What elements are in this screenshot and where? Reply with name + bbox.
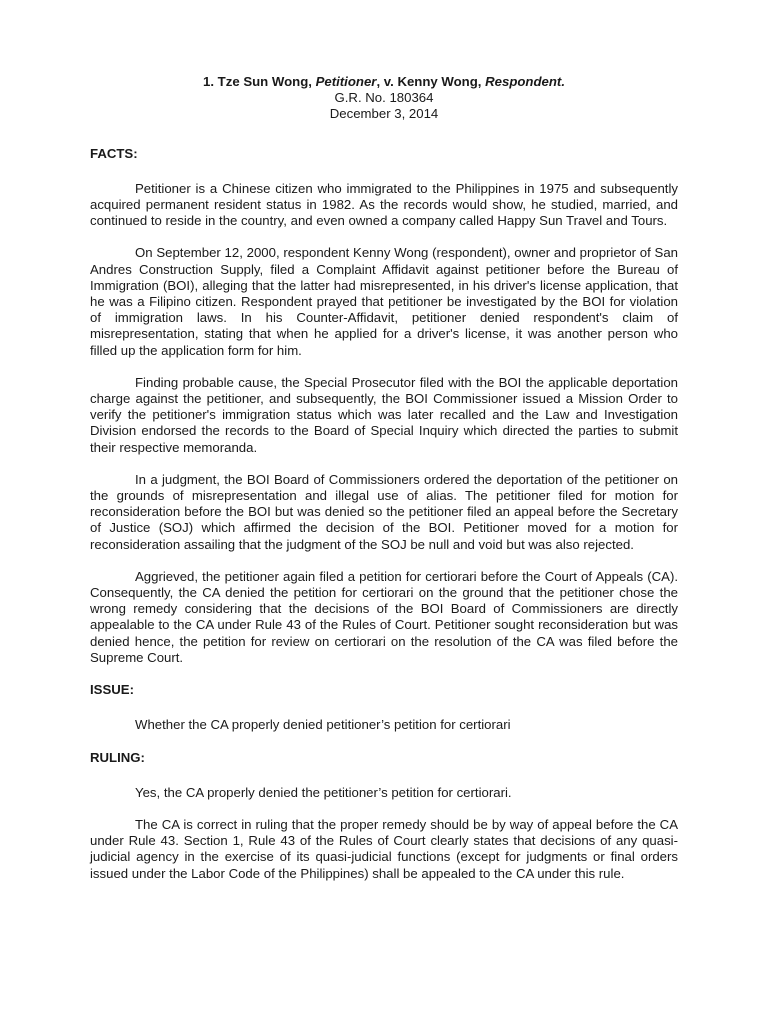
ruling-paragraph: The CA is correct in ruling that the proper remedy should be by way of appeal before the CA under Rule 43. Section 1, Rule 43 of the Rules of Court clearly states that decisions of any quasi-judicial agency in the exercise of its quasi-judicial functions (except for judgments or final orders issued under the Labor Code of the Philippines) shall be appealed to the CA under this rule. [90, 816, 678, 881]
case-title-prefix: 1. Tze Sun Wong, [203, 74, 316, 89]
facts-paragraph-2: On September 12, 2000, respondent Kenny Wong (respondent), owner and proprietor of San Andres Construction Supply, filed a Complaint Affidavit against petitioner before the Bureau of Immigration (BOI), alleging that the latter had misrepresented, in his driver's license application, that he was a Filipino citizen. Respondent prayed that petitioner be investigated by the BOI for violation of immigration laws. In his Counter-Affidavit, petitioner denied respondent's claim of misrepresentation, stating that when he applied for a driver's license, it was another person who filled up the application form for him. [90, 245, 678, 358]
issue-text: Whether the CA properly denied petitioner’s petition for certiorari [135, 717, 511, 733]
respondent-role: Respondent. [485, 74, 565, 89]
issue-heading: ISSUE: [90, 682, 134, 698]
facts-paragraph-4: In a judgment, the BOI Board of Commissioners ordered the deportation of the petitioner on the grounds of misrepresentation and illegal use of alias. The petitioner filed for motion for reconsideration before the BOI but was denied so the petitioner filed an appeal before the Secretary of Justice (SOJ) which affirmed the decision of the BOI. Petitioner moved for a motion for reconsideration assailing that the judgment of the SOJ be null and void but was also rejected. [90, 471, 678, 552]
facts-paragraph-5: Aggrieved, the petitioner again filed a petition for certiorari before the Court of Appeals (CA). Consequently, the CA denied the petition for certiorari on the ground that the petitioner chose the wrong remedy considering that the decisions of the BOI Board of Commissioners are directly appealable to the CA under Rule 43 of the Rules of Court. Petitioner sought reconsideration but was denied hence, the petition for review on certiorari on the resolution of the CA was filed before the Supreme Court. [90, 568, 678, 665]
ruling-answer: Yes, the CA properly denied the petitioner’s petition for certiorari. [135, 784, 512, 800]
document-page [90, 74, 678, 898]
petitioner-role: Petitioner [315, 74, 377, 89]
case-title [90, 74, 678, 90]
case-header [90, 74, 678, 123]
gr-number: G.R. No. 180364 [334, 90, 434, 106]
facts-heading: FACTS: [90, 145, 138, 161]
facts-paragraph-3: Finding probable cause, the Special Prosecutor filed with the BOI the applicable deportation charge against the petitioner, and subsequently, the BOI Commissioner issued a Mission Order to verify the petitioner's immigration status which was later recalled and the Law and Investigation Division endorsed the records to the Board of Special Inquiry which directed the parties to submit their respective memoranda. [90, 374, 678, 455]
ruling-heading: RULING: [90, 749, 145, 765]
case-title-mid: , v. Kenny Wong, [376, 74, 486, 89]
decision-date: December 3, 2014 [329, 106, 439, 122]
facts-paragraph-1: Petitioner is a Chinese citizen who immigrated to the Philippines in 1975 and subsequently acquired permanent resident status in 1982. As the records would show, he studied, married, and continued to reside in the country, and even owned a company called Happy Sun Travel and Tours. [90, 180, 678, 229]
